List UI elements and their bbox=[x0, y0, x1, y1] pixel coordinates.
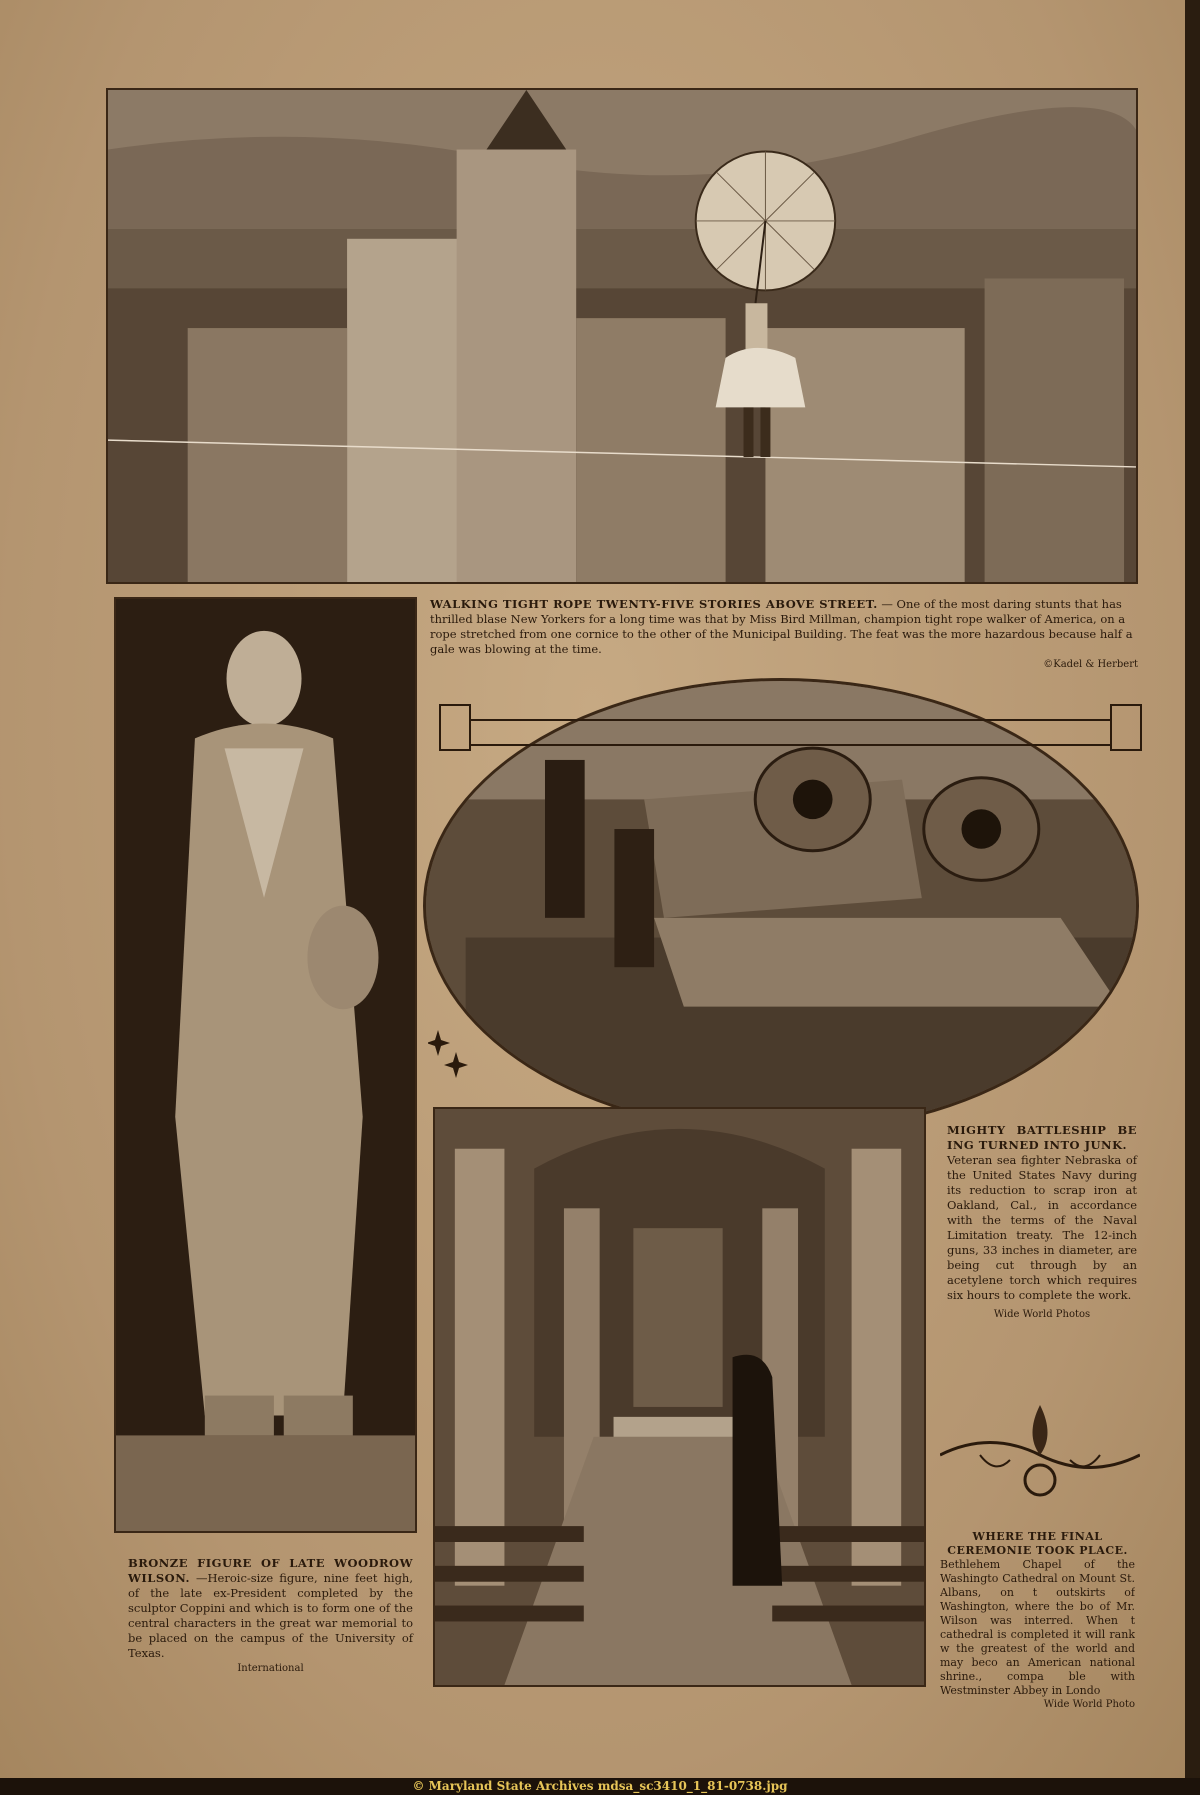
statue-photo bbox=[114, 597, 417, 1533]
battleship-headline: MIGHTY BATTLESHIP BE ING TURNED INTO JUNK. bbox=[947, 1123, 1137, 1152]
chapel-headline: WHERE THE FINAL CEREMONIE TOOK PLACE. bbox=[947, 1530, 1128, 1557]
star-ornament bbox=[428, 1030, 468, 1080]
floral-ornament bbox=[940, 1400, 1140, 1510]
tightrope-photo bbox=[106, 88, 1138, 584]
battleship-caption bbox=[947, 1123, 1137, 1322]
tightrope-body: — One of the most daring stunts that has thrilled blase New Yorkers for a long time was that by Miss Bird Millman, champion tight rope walker of America, on a rope stretched from one cornice to the other of the Municipal Building. The feat was the more hazardous because half a gale was blowing at the time. bbox=[430, 597, 1133, 656]
frame-ornament bbox=[438, 700, 1143, 760]
chapel-photo bbox=[433, 1107, 926, 1687]
statue-caption bbox=[128, 1556, 413, 1676]
tightrope-credit: ©Kadel & Herbert bbox=[1043, 659, 1138, 670]
statue-headline: BRONZE FIGURE OF LATE WOODROW WILSON. bbox=[128, 1556, 413, 1585]
statue-credit: International bbox=[237, 1663, 304, 1674]
chapel-caption bbox=[940, 1530, 1135, 1712]
chapel-credit: Wide World Photo bbox=[1043, 1699, 1135, 1710]
tightrope-headline: WALKING TIGHT ROPE TWENTY-FIVE STORIES ABOVE STREET. bbox=[430, 597, 878, 611]
battleship-body: Veteran sea fighter Nebraska of the United States Navy during its reduction to scrap iron at Oakland, Cal., in accordance with the terms of the Naval Limitation treaty. The 12-inch guns, 33 inches in diameter, are being cut through by an acetylene torch which requires six hours to complete the work. bbox=[947, 1153, 1137, 1302]
archive-footer: © Maryland State Archives mdsa_sc3410_1_81-0738.jpg bbox=[0, 1778, 1200, 1795]
chapel-body: Bethlehem Chapel of the Washingto Cathedral on Mount St. Albans, on t outskirts of Washington, where the bo of Mr. Wilson was interred. When t cathedral is completed it will rank w the greatest of the world and may beco an American national shrine., compa ble with Westminster Abbey in Londo bbox=[940, 1558, 1135, 1697]
tightrope-caption bbox=[430, 597, 1138, 672]
statue-body: —Heroic-size figure, nine feet high, of the late ex-President completed by the sculptor Coppini and which is to form one of the central characters in the great war memorial to be placed on the campus of the University of Texas. bbox=[128, 1571, 413, 1660]
battleship-credit: Wide World Photos bbox=[993, 1309, 1091, 1320]
